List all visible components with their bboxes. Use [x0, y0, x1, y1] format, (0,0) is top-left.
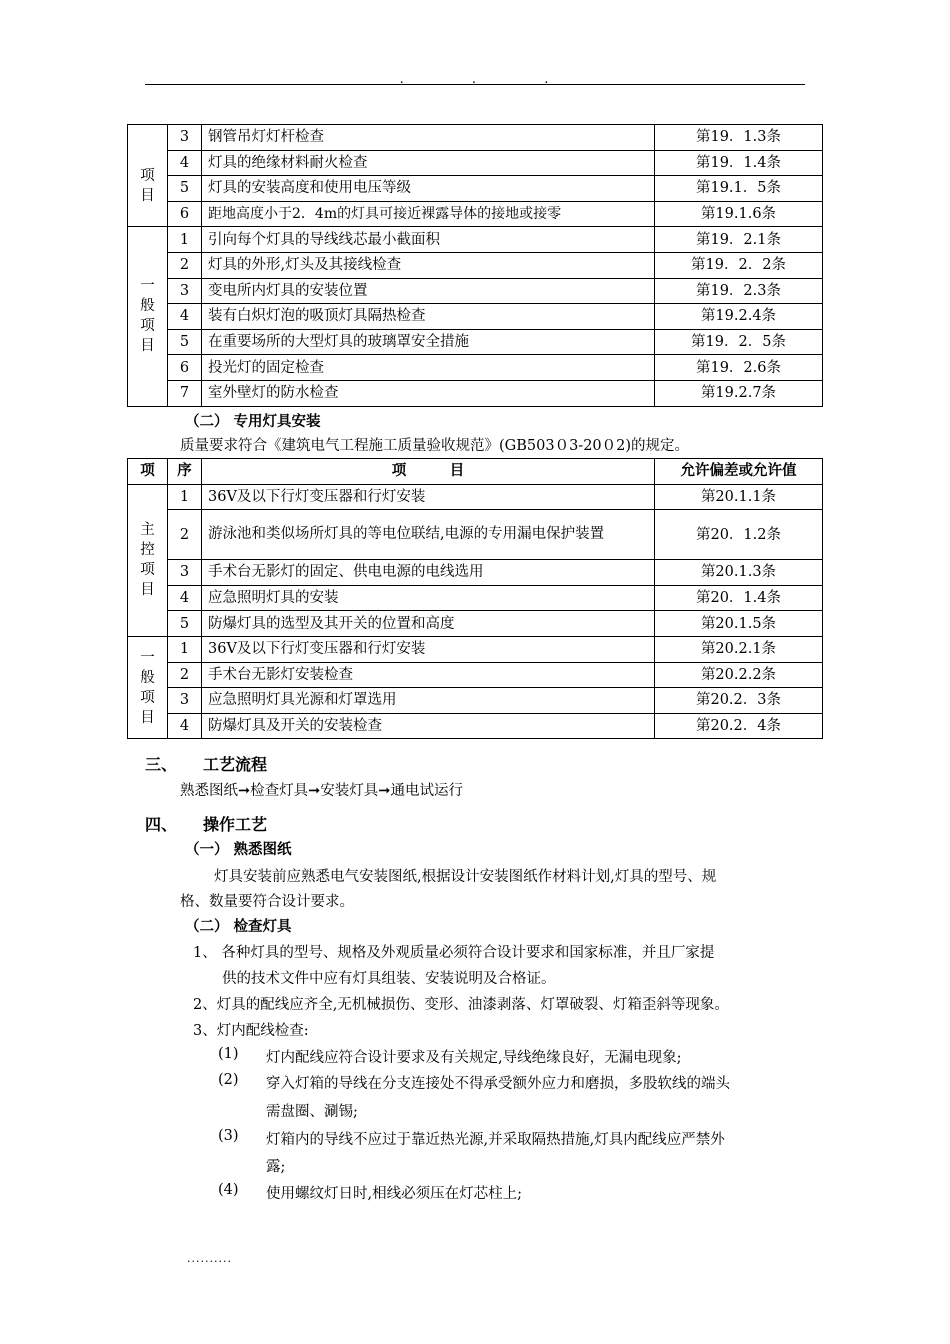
clause-cell: 第20.1.3条: [655, 560, 823, 586]
sub-item-text: 灯内配线应符合设计要求及有关规定,导线绝缘良好，无漏电现象;: [266, 1050, 682, 1066]
item-cell: 应急照明灯具光源和灯罩选用: [202, 688, 655, 714]
group-cell-general: 一 般 项 目: [128, 227, 168, 406]
seq-cell: 2: [168, 252, 202, 278]
header-item: 项 目: [202, 459, 655, 485]
group-cell-general: 一 般 项 目: [128, 636, 168, 738]
clause-cell: 第19.1．5条: [655, 176, 823, 202]
header-rule: [145, 84, 805, 85]
header-seq: 序: [168, 459, 202, 485]
process-heading-num: 三、: [145, 755, 178, 774]
seq-cell: 3: [168, 688, 202, 714]
sub-item-num: (1): [218, 1046, 239, 1062]
header-dot: .: [544, 72, 551, 87]
table-row: [128, 380, 823, 406]
seq-cell: 3: [168, 560, 202, 586]
clause-cell: 第20．1.2条: [655, 510, 823, 560]
item-cell: 灯具的安装高度和使用电压等级: [202, 176, 655, 202]
seq-cell: 4: [168, 304, 202, 330]
sub-item-text: 使用螺纹灯日时,相线必须压在灯芯柱上;: [266, 1186, 522, 1202]
item-cell: 距地高度小于2．4m的灯具可接近裸露导体的接地或接零: [202, 201, 655, 227]
operation-heading-num: 四、: [145, 815, 178, 834]
seq-cell: 3: [168, 125, 202, 151]
table-row: [128, 713, 823, 739]
item-cell: 室外壁灯的防水检查: [202, 380, 655, 406]
table-row: [128, 252, 823, 278]
list-item-2: 2、灯具的配线应齐全,无机械损伤、变形、油漆剥落、灯罩破裂、灯箱歪斜等现象。: [193, 997, 729, 1013]
item-cell: 游泳池和类似场所灯具的等电位联结,电源的专用漏电保护装置: [202, 510, 655, 560]
table-row: [128, 636, 823, 662]
seq-cell: 1: [168, 636, 202, 662]
list-item-1: 1、 各种灯具的型号、规格及外观质量必须符合设计要求和国家标准，并且厂家提: [193, 945, 715, 961]
table-row: [128, 355, 823, 381]
clause-cell: 第19．2．5条: [655, 329, 823, 355]
seq-cell: 5: [168, 329, 202, 355]
item-cell: 在重要场所的大型灯具的玻璃罩安全措施: [202, 329, 655, 355]
table-row: [128, 585, 823, 611]
item-cell: 36V及以下行灯变压器和行灯安装: [202, 636, 655, 662]
table-row: [128, 304, 823, 330]
sub-item-text: 穿入灯箱的导线在分支连接处不得承受额外应力和磨损，多股软线的端头: [266, 1076, 730, 1092]
table-row: [128, 611, 823, 637]
table-row: [128, 662, 823, 688]
clause-cell: 第20.2．3条: [655, 688, 823, 714]
table-row: [128, 176, 823, 202]
seq-cell: 5: [168, 176, 202, 202]
paragraph-line: 格、数量要符合设计要求。: [180, 894, 354, 910]
subsection-inspect-title: （二） 检查灯具: [185, 918, 292, 935]
clause-cell: 第20．1.4条: [655, 585, 823, 611]
seq-cell: 2: [168, 662, 202, 688]
list-item-1-cont: 供的技术文件中应有灯具组装、安装说明及合格证。: [222, 971, 556, 987]
clause-cell: 第19.2.4条: [655, 304, 823, 330]
clause-cell: 第20.2．4条: [655, 713, 823, 739]
header-dot: .: [399, 72, 406, 87]
special-lighting-table: [127, 458, 823, 739]
item-cell: 手术台无影灯的固定、供电电源的电线选用: [202, 560, 655, 586]
clause-cell: 第19.2.7条: [655, 380, 823, 406]
group-cell-main: 主 控 项 目: [128, 484, 168, 636]
item-cell: 投光灯的固定检查: [202, 355, 655, 381]
seq-cell: 6: [168, 355, 202, 381]
clause-cell: 第20.2.2条: [655, 662, 823, 688]
clause-cell: 第20.2.1条: [655, 636, 823, 662]
table-row: [128, 201, 823, 227]
header-clause: 允许偏差或允许值: [655, 459, 823, 485]
sub-item-num: (3): [218, 1128, 239, 1144]
item-cell: 手术台无影灯安装检查: [202, 662, 655, 688]
clause-cell: 第20.1.5条: [655, 611, 823, 637]
clause-cell: 第19．2.1条: [655, 227, 823, 253]
clause-cell: 第19．2．2条: [655, 252, 823, 278]
table-row: [128, 560, 823, 586]
operation-heading: 操作工艺: [203, 815, 268, 834]
process-flow: 熟悉图纸➞检查灯具➞安装灯具➞通电试运行: [180, 783, 463, 799]
seq-cell: 4: [168, 585, 202, 611]
seq-cell: 5: [168, 611, 202, 637]
clause-cell: 第19．2.6条: [655, 355, 823, 381]
subsection-familiarize-title: （一） 熟悉图纸: [185, 841, 292, 858]
list-item-3: 3、灯内配线检查:: [193, 1023, 309, 1039]
footer-dots: ..........: [187, 1252, 232, 1265]
seq-cell: 7: [168, 380, 202, 406]
sub-item-text-cont: 需盘圈、涮锡;: [266, 1104, 358, 1120]
clause-cell: 第19．1.3条: [655, 125, 823, 151]
table-row: [128, 125, 823, 151]
sub-item-num: (4): [218, 1182, 239, 1198]
item-cell: 装有白炽灯泡的吸顶灯具隔热检查: [202, 304, 655, 330]
table-row: [128, 227, 823, 253]
header-group: 项: [128, 459, 168, 485]
table-row: [128, 278, 823, 304]
seq-cell: 6: [168, 201, 202, 227]
item-cell: 钢管吊灯灯杆检查: [202, 125, 655, 151]
clause-cell: 第20.1.1条: [655, 484, 823, 510]
header-dot: .: [471, 72, 479, 87]
item-cell: 变电所内灯具的安装位置: [202, 278, 655, 304]
clause-cell: 第19.1.6条: [655, 201, 823, 227]
sub-item-text: 灯箱内的导线不应过于靠近热光源,并采取隔热措施,灯具内配线应严禁外: [266, 1132, 725, 1148]
process-heading: 工艺流程: [203, 755, 268, 774]
table-row: [128, 150, 823, 176]
seq-cell: 2: [168, 510, 202, 560]
special-lighting-title: （二） 专用灯具安装: [185, 413, 321, 430]
table-row: [128, 329, 823, 355]
clause-cell: 第19．1.4条: [655, 150, 823, 176]
seq-cell: 4: [168, 713, 202, 739]
special-lighting-requirement: 质量要求符合《建筑电气工程施工质量验收规范》(GB503０3-20０2)的规定。: [180, 438, 690, 454]
seq-cell: 1: [168, 227, 202, 253]
table-row: [128, 484, 823, 510]
table-row: [128, 510, 823, 560]
sub-item-text-cont: 露;: [266, 1159, 286, 1175]
lighting-inspection-table-continued: [127, 124, 823, 407]
seq-cell: 4: [168, 150, 202, 176]
item-cell: 灯具的绝缘材料耐火检查: [202, 150, 655, 176]
clause-cell: 第19．2.3条: [655, 278, 823, 304]
table-header-row: [128, 459, 823, 485]
table-row: [128, 688, 823, 714]
sub-item-num: (2): [218, 1072, 239, 1088]
item-cell: 灯具的外形,灯头及其接线检查: [202, 252, 655, 278]
seq-cell: 3: [168, 278, 202, 304]
paragraph-line: 灯具安装前应熟悉电气安装图纸,根据设计安装图纸作材料计划,灯具的型号、规: [214, 869, 717, 885]
item-cell: 防爆灯具及开关的安装检查: [202, 713, 655, 739]
item-cell: 应急照明灯具的安装: [202, 585, 655, 611]
item-cell: 36V及以下行灯变压器和行灯安装: [202, 484, 655, 510]
seq-cell: 1: [168, 484, 202, 510]
item-cell: 引向每个灯具的导线线芯最小截面积: [202, 227, 655, 253]
item-cell: 防爆灯具的选型及其开关的位置和高度: [202, 611, 655, 637]
group-cell-main-tail: 项 目: [128, 125, 168, 227]
